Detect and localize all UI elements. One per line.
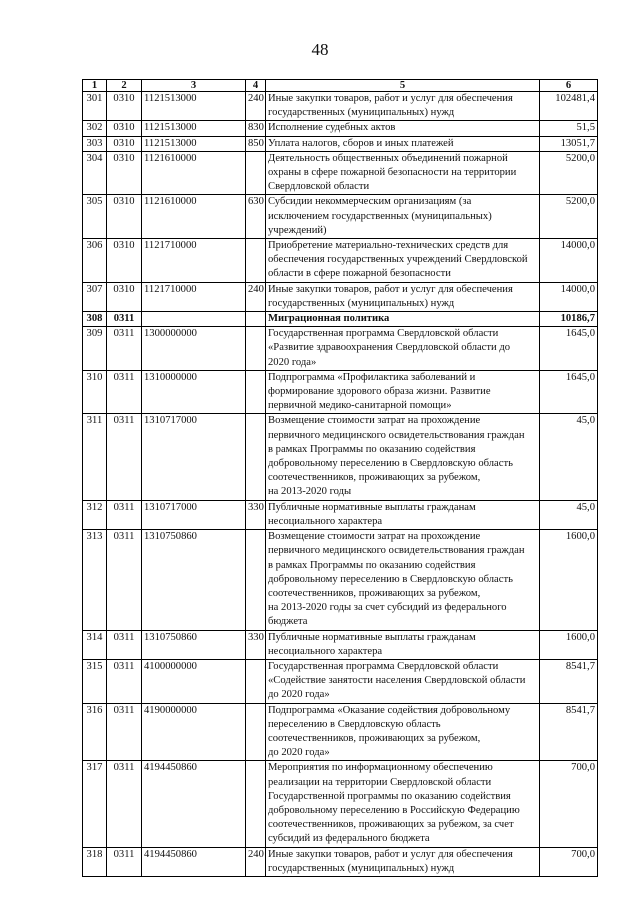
section-code-cell: 0311	[107, 761, 142, 847]
table-row	[83, 195, 598, 239]
expense-type-cell: 240	[246, 847, 266, 876]
item-name-cell: Иные закупки товаров, работ и услуг для обеспечения государственных (муниципальных) нужд	[266, 92, 540, 121]
table-row	[83, 151, 598, 195]
row-number-cell: 304	[83, 151, 107, 195]
expense-type-cell: 330	[246, 500, 266, 529]
section-code-cell: 0311	[107, 370, 142, 414]
target-article-cell: 1121610000	[142, 151, 246, 195]
table-row	[83, 703, 598, 761]
budget-table	[82, 79, 598, 877]
target-article-cell: 1121513000	[142, 121, 246, 136]
target-article-cell: 1310717000	[142, 500, 246, 529]
target-article-cell: 4194450860	[142, 761, 246, 847]
amount-cell: 1645,0	[540, 370, 598, 414]
row-number-cell: 301	[83, 92, 107, 121]
table-row	[83, 239, 598, 283]
section-code-cell: 0310	[107, 92, 142, 121]
item-name-cell: Возмещение стоимости затрат на прохождение первичного медицинского освидетельствования граждан в рамках Программы по оказанию содействия добровольному переселению в Свердловскую область соотечественников, проживающих за рубежом, на 2013-2020 годы	[266, 414, 540, 500]
target-article-cell: 4194450860	[142, 847, 246, 876]
expense-type-cell: 850	[246, 136, 266, 151]
section-code-cell: 0311	[107, 630, 142, 659]
section-code-cell: 0311	[107, 312, 142, 327]
table-row	[83, 630, 598, 659]
expense-type-cell	[246, 312, 266, 327]
row-number-cell: 303	[83, 136, 107, 151]
section-code-cell: 0311	[107, 500, 142, 529]
expense-type-cell: 330	[246, 630, 266, 659]
table-row	[83, 847, 598, 876]
expense-type-cell	[246, 659, 266, 703]
header-col-4: 4	[246, 80, 266, 92]
item-name-cell: Субсидии некоммерческим организациям (за исключением государственных (муниципальных) учреждений)	[266, 195, 540, 239]
expense-type-cell: 240	[246, 282, 266, 311]
header-col-3: 3	[142, 80, 246, 92]
row-number-cell: 302	[83, 121, 107, 136]
expense-type-cell: 240	[246, 92, 266, 121]
amount-cell: 1600,0	[540, 530, 598, 630]
section-code-cell: 0311	[107, 847, 142, 876]
row-number-cell: 309	[83, 327, 107, 371]
row-number-cell: 317	[83, 761, 107, 847]
table-row	[83, 312, 598, 327]
table-row	[83, 414, 598, 500]
target-article-cell: 1310000000	[142, 370, 246, 414]
amount-cell: 1645,0	[540, 327, 598, 371]
row-number-cell: 312	[83, 500, 107, 529]
row-number-cell: 313	[83, 530, 107, 630]
item-name-cell: Публичные нормативные выплаты гражданам несоциального характера	[266, 630, 540, 659]
target-article-cell: 1310717000	[142, 414, 246, 500]
expense-type-cell: 630	[246, 195, 266, 239]
amount-cell: 13051,7	[540, 136, 598, 151]
item-name-cell: Приобретение материально-технических средств для обеспечения государственных учреждений Свердловской области в сфере пожарной безопасности	[266, 239, 540, 283]
item-name-cell: Мероприятия по информационному обеспечению реализации на территории Свердловской области Государственной программы по оказанию содействия добровольному переселению в Российскую Федерацию соотечественников, проживающих за рубежом, за счет субсидий из федерального бюджета	[266, 761, 540, 847]
expense-type-cell	[246, 151, 266, 195]
target-article-cell: 1310750860	[142, 530, 246, 630]
row-number-cell: 314	[83, 630, 107, 659]
expense-type-cell	[246, 239, 266, 283]
section-code-cell: 0311	[107, 703, 142, 761]
amount-cell: 8541,7	[540, 659, 598, 703]
table-row	[83, 121, 598, 136]
target-article-cell: 1121710000	[142, 282, 246, 311]
amount-cell: 1600,0	[540, 630, 598, 659]
table-row	[83, 761, 598, 847]
expense-type-cell	[246, 414, 266, 500]
target-article-cell: 1121513000	[142, 136, 246, 151]
target-article-cell: 1121710000	[142, 239, 246, 283]
row-number-cell: 318	[83, 847, 107, 876]
amount-cell: 45,0	[540, 414, 598, 500]
section-code-cell: 0310	[107, 121, 142, 136]
section-code-cell: 0311	[107, 327, 142, 371]
section-code-cell: 0310	[107, 282, 142, 311]
row-number-cell: 308	[83, 312, 107, 327]
table-row	[83, 92, 598, 121]
item-name-cell: Публичные нормативные выплаты гражданам несоциального характера	[266, 500, 540, 529]
item-name-cell: Подпрограмма «Оказание содействия добровольному переселению в Свердловскую область соотечественников, проживающих за рубежом, до 2020 года»	[266, 703, 540, 761]
expense-type-cell	[246, 761, 266, 847]
amount-cell: 102481,4	[540, 92, 598, 121]
table-row	[83, 370, 598, 414]
row-number-cell: 315	[83, 659, 107, 703]
item-name-cell: Подпрограмма «Профилактика заболеваний и формирование здорового образа жизни. Развитие первичной медико-санитарной помощи»	[266, 370, 540, 414]
item-name-cell: Иные закупки товаров, работ и услуг для обеспечения государственных (муниципальных) нужд	[266, 847, 540, 876]
item-name-cell: Иные закупки товаров, работ и услуг для обеспечения государственных (муниципальных) нужд	[266, 282, 540, 311]
section-code-cell: 0311	[107, 659, 142, 703]
section-code-cell: 0310	[107, 195, 142, 239]
section-code-cell: 0310	[107, 239, 142, 283]
header-col-1: 1	[83, 80, 107, 92]
row-number-cell: 316	[83, 703, 107, 761]
header-col-5: 5	[266, 80, 540, 92]
expense-type-cell	[246, 703, 266, 761]
amount-cell: 700,0	[540, 761, 598, 847]
target-article-cell: 1300000000	[142, 327, 246, 371]
amount-cell: 8541,7	[540, 703, 598, 761]
row-number-cell: 305	[83, 195, 107, 239]
section-code-cell: 0311	[107, 530, 142, 630]
table-row	[83, 136, 598, 151]
target-article-cell	[142, 312, 246, 327]
amount-cell: 51,5	[540, 121, 598, 136]
target-article-cell: 1121610000	[142, 195, 246, 239]
table-header	[83, 80, 598, 92]
amount-cell: 5200,0	[540, 151, 598, 195]
expense-type-cell	[246, 370, 266, 414]
row-number-cell: 307	[83, 282, 107, 311]
section-code-cell: 0310	[107, 136, 142, 151]
table-body	[83, 92, 598, 877]
row-number-cell: 310	[83, 370, 107, 414]
row-number-cell: 311	[83, 414, 107, 500]
header-col-6: 6	[540, 80, 598, 92]
target-article-cell: 1310750860	[142, 630, 246, 659]
section-code-cell: 0311	[107, 414, 142, 500]
table-row	[83, 500, 598, 529]
table-row	[83, 659, 598, 703]
item-name-cell: Государственная программа Свердловской области «Содействие занятости населения Свердловской области до 2020 года»	[266, 659, 540, 703]
expense-type-cell	[246, 530, 266, 630]
section-code-cell: 0310	[107, 151, 142, 195]
item-name-cell: Возмещение стоимости затрат на прохождение первичного медицинского освидетельствования граждан в рамках Программы по оказанию содействия добровольному переселению в Свердловскую область соотечественников, проживающих за рубежом, на 2013-2020 годы за счет субсидий из федерального бюджета	[266, 530, 540, 630]
item-name-cell: Государственная программа Свердловской области «Развитие здравоохранения Свердловской области до 2020 года»	[266, 327, 540, 371]
item-name-cell: Уплата налогов, сборов и иных платежей	[266, 136, 540, 151]
target-article-cell: 4100000000	[142, 659, 246, 703]
table-row	[83, 327, 598, 371]
expense-type-cell: 830	[246, 121, 266, 136]
item-name-cell: Исполнение судебных актов	[266, 121, 540, 136]
table-row	[83, 530, 598, 630]
page-number: 48	[311, 40, 329, 59]
amount-cell: 45,0	[540, 500, 598, 529]
row-number-cell: 306	[83, 239, 107, 283]
amount-cell: 14000,0	[540, 282, 598, 311]
item-name-cell: Деятельность общественных объединений пожарной охраны в сфере пожарной безопасности на территории Свердловской области	[266, 151, 540, 195]
amount-cell: 5200,0	[540, 195, 598, 239]
target-article-cell: 1121513000	[142, 92, 246, 121]
amount-cell: 10186,7	[540, 312, 598, 327]
expense-type-cell	[246, 327, 266, 371]
amount-cell: 14000,0	[540, 239, 598, 283]
amount-cell: 700,0	[540, 847, 598, 876]
table-row	[83, 282, 598, 311]
target-article-cell: 4190000000	[142, 703, 246, 761]
header-col-2: 2	[107, 80, 142, 92]
item-name-cell: Миграционная политика	[266, 312, 540, 327]
